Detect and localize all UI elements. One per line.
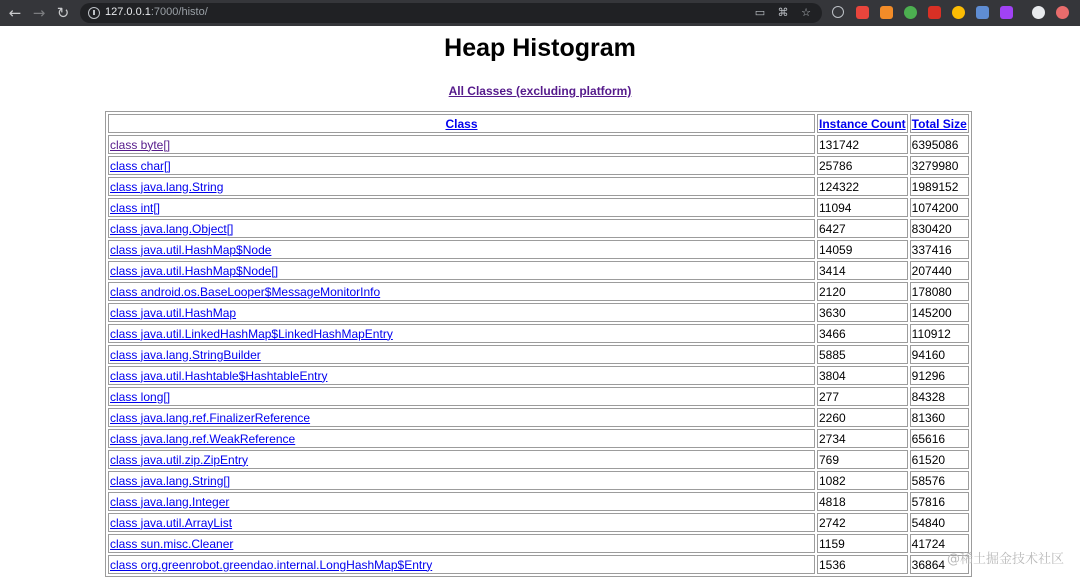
table-row bbox=[108, 219, 969, 238]
back-arrow-icon[interactable]: ← bbox=[8, 4, 22, 22]
bookmark-star-icon[interactable]: ☆ bbox=[801, 6, 811, 19]
table-row bbox=[108, 324, 969, 343]
total-size-cell: 65616 bbox=[910, 429, 969, 448]
reload-icon[interactable]: ↻ bbox=[56, 4, 70, 22]
instance-count-cell: 277 bbox=[817, 387, 908, 406]
table-row bbox=[108, 534, 969, 553]
class-cell bbox=[108, 324, 815, 343]
class-cell bbox=[108, 471, 815, 490]
instance-count-cell: 5885 bbox=[817, 345, 908, 364]
class-cell bbox=[108, 450, 815, 469]
class-cell bbox=[108, 261, 815, 280]
total-size-cell: 84328 bbox=[910, 387, 969, 406]
total-size-cell: 94160 bbox=[910, 345, 969, 364]
class-cell bbox=[108, 555, 815, 574]
histogram-table bbox=[105, 111, 972, 577]
histogram-table-container bbox=[105, 111, 972, 577]
header-instance-count bbox=[817, 114, 908, 133]
class-link[interactable]: class java.util.HashMap$Node bbox=[110, 242, 272, 257]
total-size-cell: 1074200 bbox=[910, 198, 969, 217]
class-link[interactable]: class java.util.zip.ZipEntry bbox=[110, 452, 249, 467]
instance-count-cell: 3804 bbox=[817, 366, 908, 385]
extension-red-icon[interactable] bbox=[856, 6, 869, 19]
instance-count-cell: 3630 bbox=[817, 303, 908, 322]
instance-count-cell: 4818 bbox=[817, 492, 908, 511]
class-cell bbox=[108, 345, 815, 364]
total-size-cell: 57816 bbox=[910, 492, 969, 511]
extension-profile-icon[interactable] bbox=[1056, 6, 1069, 19]
class-link[interactable]: class sun.misc.Cleaner bbox=[110, 536, 234, 551]
class-link[interactable]: class android.os.BaseLooper$MessageMonitorInfo bbox=[110, 284, 381, 299]
sort-by-class-link[interactable]: Class bbox=[445, 116, 478, 131]
instance-count-cell: 3414 bbox=[817, 261, 908, 280]
rss-icon[interactable] bbox=[880, 6, 893, 19]
instance-count-cell: 769 bbox=[817, 450, 908, 469]
class-link[interactable]: class java.lang.StringBuilder bbox=[110, 347, 261, 362]
instance-count-cell: 11094 bbox=[817, 198, 908, 217]
total-size-cell: 207440 bbox=[910, 261, 969, 280]
total-size-cell: 6395086 bbox=[910, 135, 969, 154]
table-row bbox=[108, 177, 969, 196]
extension-circle-icon[interactable] bbox=[952, 6, 965, 19]
class-link[interactable]: class java.lang.Integer bbox=[110, 494, 230, 509]
table-row bbox=[108, 408, 969, 427]
header-class bbox=[108, 114, 815, 133]
class-cell bbox=[108, 387, 815, 406]
total-size-cell: 1989152 bbox=[910, 177, 969, 196]
sort-by-instance-count-link[interactable]: Instance Count bbox=[819, 116, 906, 131]
class-cell bbox=[108, 492, 815, 511]
table-row bbox=[108, 156, 969, 175]
table-header-row bbox=[108, 114, 969, 133]
instance-count-cell: 131742 bbox=[817, 135, 908, 154]
cast-icon[interactable]: ▭ bbox=[754, 6, 766, 19]
total-size-cell: 178080 bbox=[910, 282, 969, 301]
avatar[interactable] bbox=[1032, 6, 1045, 19]
total-size-cell: 81360 bbox=[910, 408, 969, 427]
table-row bbox=[108, 492, 969, 511]
total-size-cell: 36864 bbox=[910, 555, 969, 574]
table-row bbox=[108, 135, 969, 154]
url-text[interactable] bbox=[105, 6, 208, 18]
class-link[interactable]: class java.util.ArrayList bbox=[110, 515, 233, 530]
total-size-cell: 54840 bbox=[910, 513, 969, 532]
class-link[interactable]: class java.util.LinkedHashMap$LinkedHashMapEntry bbox=[110, 326, 393, 341]
table-row bbox=[108, 303, 969, 322]
info-icon[interactable] bbox=[88, 7, 100, 19]
instance-count-cell: 2734 bbox=[817, 429, 908, 448]
extension-color-wheel-icon[interactable] bbox=[904, 6, 917, 19]
class-link[interactable]: class char[] bbox=[110, 158, 171, 173]
table-row bbox=[108, 387, 969, 406]
table-row bbox=[108, 555, 969, 574]
class-cell bbox=[108, 135, 815, 154]
extension-diamond-icon[interactable] bbox=[976, 6, 989, 19]
total-size-cell: 337416 bbox=[910, 240, 969, 259]
class-cell bbox=[108, 198, 815, 217]
class-cell bbox=[108, 240, 815, 259]
class-link[interactable]: class java.lang.String bbox=[110, 179, 224, 194]
table-row bbox=[108, 261, 969, 280]
header-total-size bbox=[910, 114, 969, 133]
instance-count-cell: 1159 bbox=[817, 534, 908, 553]
all-classes-link[interactable]: All Classes (excluding platform) bbox=[448, 84, 632, 98]
total-size-cell: 830420 bbox=[910, 219, 969, 238]
class-cell bbox=[108, 408, 815, 427]
page-title: Heap Histogram bbox=[444, 34, 636, 62]
class-cell bbox=[108, 219, 815, 238]
sort-by-total-size-link[interactable]: Total Size bbox=[911, 116, 967, 131]
instance-count-cell: 6427 bbox=[817, 219, 908, 238]
class-link[interactable]: class org.greenrobot.greendao.internal.LongHashMap$Entry bbox=[110, 557, 433, 572]
class-link[interactable]: class java.util.HashMap$Node[] bbox=[110, 263, 279, 278]
instance-count-cell: 25786 bbox=[817, 156, 908, 175]
total-size-cell: 41724 bbox=[910, 534, 969, 553]
class-cell bbox=[108, 429, 815, 448]
instance-count-cell: 2742 bbox=[817, 513, 908, 532]
forward-arrow-icon[interactable]: → bbox=[32, 4, 46, 22]
class-link[interactable]: class byte[] bbox=[110, 137, 171, 152]
instance-count-cell: 1536 bbox=[817, 555, 908, 574]
table-row bbox=[108, 513, 969, 532]
extension-purple-icon[interactable] bbox=[1000, 6, 1013, 19]
class-link[interactable]: class java.lang.ref.WeakReference bbox=[110, 431, 296, 446]
instance-count-cell: 2120 bbox=[817, 282, 908, 301]
table-row bbox=[108, 450, 969, 469]
watermark: @稀土掘金技术社区 bbox=[946, 552, 1064, 567]
class-link[interactable]: class java.util.HashMap bbox=[110, 305, 237, 320]
total-size-cell: 61520 bbox=[910, 450, 969, 469]
total-size-cell: 91296 bbox=[910, 366, 969, 385]
class-link[interactable]: class java.lang.ref.FinalizerReference bbox=[110, 410, 311, 425]
class-link[interactable]: class java.lang.Object[] bbox=[110, 221, 234, 236]
pocket-icon[interactable] bbox=[832, 6, 844, 18]
class-cell bbox=[108, 177, 815, 196]
instance-count-cell: 1082 bbox=[817, 471, 908, 490]
class-link[interactable]: class java.lang.String[] bbox=[110, 473, 231, 488]
total-size-cell: 58576 bbox=[910, 471, 969, 490]
class-link[interactable]: class int[] bbox=[110, 200, 161, 215]
url-path: :7000/histo/ bbox=[150, 6, 208, 18]
translate-icon[interactable]: ⌘ bbox=[777, 6, 789, 19]
instance-count-cell: 2260 bbox=[817, 408, 908, 427]
extension-bookmark-icon[interactable] bbox=[928, 6, 941, 19]
address-bar[interactable] bbox=[80, 3, 822, 23]
class-cell bbox=[108, 303, 815, 322]
class-cell bbox=[108, 156, 815, 175]
instance-count-cell: 3466 bbox=[817, 324, 908, 343]
class-cell bbox=[108, 534, 815, 553]
table-row bbox=[108, 282, 969, 301]
table-row bbox=[108, 471, 969, 490]
instance-count-cell: 124322 bbox=[817, 177, 908, 196]
total-size-cell: 3279980 bbox=[910, 156, 969, 175]
total-size-cell: 110912 bbox=[910, 324, 969, 343]
class-link[interactable]: class long[] bbox=[110, 389, 171, 404]
total-size-cell: 145200 bbox=[910, 303, 969, 322]
browser-toolbar bbox=[0, 0, 1080, 26]
all-classes-link-container bbox=[0, 84, 1080, 98]
url-host: 127.0.0.1 bbox=[105, 6, 151, 18]
class-cell bbox=[108, 282, 815, 301]
table-row bbox=[108, 429, 969, 448]
class-cell bbox=[108, 366, 815, 385]
table-row bbox=[108, 366, 969, 385]
table-row bbox=[108, 198, 969, 217]
table-row bbox=[108, 240, 969, 259]
table-row bbox=[108, 345, 969, 364]
class-cell bbox=[108, 513, 815, 532]
class-link[interactable]: class java.util.Hashtable$HashtableEntry bbox=[110, 368, 328, 383]
instance-count-cell: 14059 bbox=[817, 240, 908, 259]
